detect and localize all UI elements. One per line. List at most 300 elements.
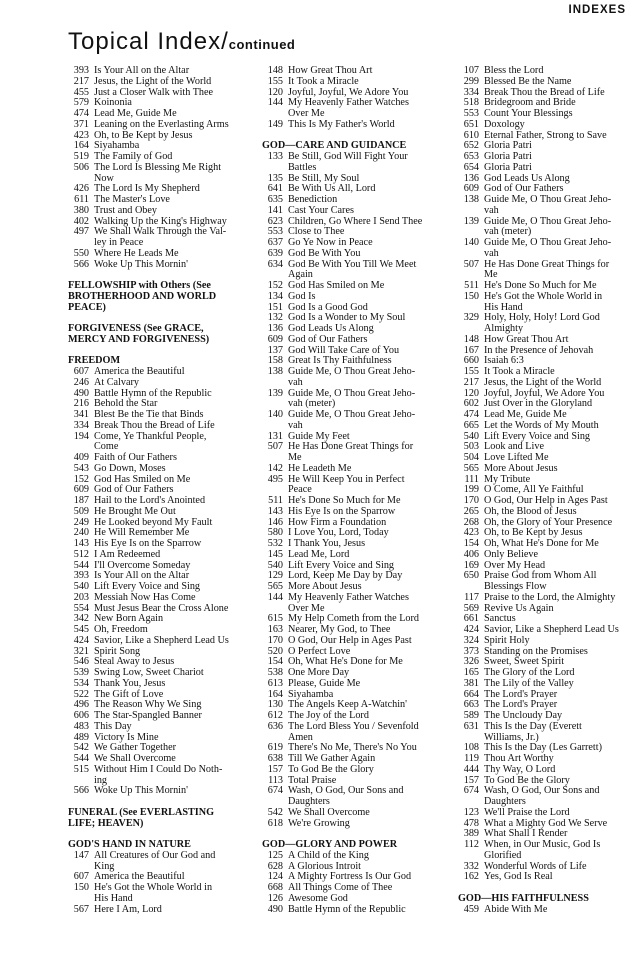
hymn-number: 636 [267, 720, 283, 732]
index-entry [68, 464, 252, 475]
index-entry [68, 378, 252, 389]
hymn-title: Break Thou the Bread of Life [94, 419, 215, 431]
hymn-number: 602 [463, 398, 479, 410]
hymn-number: 483 [73, 720, 89, 732]
hymn-number: 634 [267, 258, 283, 270]
hymn-title: Till We Gather Again [288, 753, 376, 764]
hymn-number: 661 [463, 613, 479, 625]
hymn-title: Praise to the Lord, the Almighty [484, 591, 616, 603]
hymn-number: 607 [73, 366, 89, 377]
hymn-number: 512 [73, 548, 89, 560]
hymn-number: 609 [267, 333, 283, 345]
hymn-number: 507 [463, 258, 479, 270]
hymn-title: God Is a Good God [288, 301, 368, 313]
hymn-number: 240 [73, 527, 89, 539]
hymn-number: 217 [463, 376, 479, 388]
hymn-number: 373 [463, 645, 479, 657]
hymn-title: All Creatures of Our God and [94, 849, 216, 861]
entry-continuation: vah (meter) [484, 226, 532, 238]
hymn-title: God Has Smiled on Me [288, 280, 385, 291]
hymn-title: His Eye Is on the Sparrow [288, 505, 396, 517]
hymn-number: 124 [267, 871, 283, 883]
entry-continuation: Over Me [288, 108, 325, 119]
hymn-number: 612 [267, 710, 283, 721]
hymn-title: Just Over in the Gloryland [484, 398, 593, 410]
entry-continuation: Battles [288, 161, 317, 173]
index-entry [262, 292, 454, 303]
hymn-title: Lift Every Voice and Sing [94, 581, 201, 592]
hymn-title: It Took a Miracle [484, 366, 555, 377]
index-entry [262, 765, 454, 776]
hymn-number: 544 [73, 753, 89, 764]
hymn-number: 566 [73, 785, 89, 797]
hymn-number: 503 [463, 441, 479, 453]
hymn-title: Behold the Star [94, 398, 158, 410]
hymn-number: 545 [73, 624, 89, 635]
index-entry [458, 335, 636, 346]
hymn-title: Thou Art Worthy [484, 753, 554, 764]
hymn-number: 140 [267, 409, 283, 420]
hymn-number: 580 [267, 527, 283, 539]
topic-heading: FREEDOM [68, 355, 121, 367]
hymn-title: A Child of the King [288, 849, 369, 861]
hymn-title: Look and Live [484, 441, 544, 453]
hymn-title: How Great Thou Art [484, 333, 569, 345]
hymn-title: Isaiah 6:3 [484, 355, 524, 367]
index-entry [262, 335, 454, 346]
index-entry [458, 636, 636, 647]
hymn-number: 628 [267, 860, 283, 872]
hymn-title: Joyful, Joyful, We Adore You [484, 387, 605, 399]
entry-continuation: Amen [288, 731, 313, 743]
hymn-number: 139 [267, 387, 283, 399]
entry-continuation: Glorified [484, 849, 522, 861]
hymn-title: Only Believe [484, 548, 539, 560]
hymn-number: 164 [267, 688, 283, 700]
hymn-title: Lift Every Voice and Sing [288, 559, 395, 571]
hymn-number: 490 [73, 387, 89, 399]
hymn-number: 163 [267, 624, 283, 635]
topic-heading: GOD—HIS FAITHFULNESS [458, 892, 589, 904]
hymn-number: 133 [267, 151, 283, 162]
hymn-title: He Leadeth Me [288, 462, 352, 474]
hymn-number: 511 [464, 280, 479, 291]
hymn-title: Lead Me, Guide Me [94, 108, 177, 119]
entry-continuation: Daughters [288, 796, 330, 807]
index-entry [458, 378, 636, 389]
hymn-number: 489 [73, 731, 89, 743]
hymn-number: 539 [73, 667, 89, 678]
hymn-title: Lift Every Voice and Sing [484, 430, 591, 442]
hymn-title: Wash, O God, Our Sons and [288, 785, 404, 797]
hymn-number: 665 [463, 419, 479, 431]
hymn-title: We Gather Together [94, 742, 177, 754]
hymn-number: 613 [267, 677, 283, 689]
index-entry [262, 550, 454, 561]
index-entry [458, 722, 636, 733]
hymn-title: Go Ye Now in Peace [288, 237, 373, 248]
entry-continuation: Williams, Jr.) [484, 731, 539, 743]
hymn-title: We're Growing [288, 817, 350, 829]
hymn-number: 566 [73, 258, 89, 270]
hymn-number: 423 [463, 527, 479, 539]
hymn-number: 138 [267, 366, 283, 377]
index-entry [68, 260, 252, 271]
hymn-number: 459 [463, 903, 479, 915]
hymn-title: Let the Words of My Mouth [484, 419, 599, 431]
hymn-number: 150 [73, 882, 89, 893]
hymn-number: 158 [267, 355, 283, 367]
index-entry [68, 851, 252, 862]
hymn-number: 152 [267, 280, 283, 291]
hymn-title: The Uncloudy Day [484, 710, 563, 721]
hymn-title: Cast Your Cares [288, 204, 354, 216]
index-entry [68, 550, 252, 561]
hymn-title: Gloria Patri [484, 151, 532, 162]
hymn-number: 169 [463, 559, 479, 571]
hymn-number: 618 [267, 817, 283, 829]
hymn-title: All Things Come of Thee [288, 882, 393, 893]
hymn-number: 143 [267, 505, 283, 517]
hymn-title: We Shall Overcome [288, 806, 370, 818]
hymn-number: 139 [463, 215, 479, 227]
index-entry [262, 507, 454, 518]
hymn-number: 637 [267, 237, 283, 248]
hymn-title: I Love You, Lord, Today [288, 527, 389, 539]
hymn-number: 638 [267, 753, 283, 764]
hymn-title: Holy, Holy, Holy! Lord God [484, 312, 600, 324]
hymn-title: America the Beautiful [94, 366, 185, 377]
page-title [68, 28, 295, 56]
hymn-title: Nearer, My God, to Thee [288, 624, 391, 635]
hymn-number: 515 [73, 763, 89, 775]
hymn-number: 155 [463, 366, 479, 377]
hymn-number: 641 [267, 183, 283, 195]
index-entry [458, 550, 636, 561]
hymn-title: Love Lifted Me [484, 452, 549, 463]
hymn-number: 424 [73, 634, 89, 646]
hymn-title: This Is My Father's World [288, 118, 395, 130]
hymn-number: 444 [463, 763, 479, 775]
hymn-number: 650 [463, 570, 479, 582]
hymn-number: 409 [73, 452, 89, 463]
entry-continuation: vah (meter) [288, 398, 336, 410]
hymn-title: One More Day [288, 667, 350, 678]
hymn-number: 164 [73, 140, 89, 152]
topic-heading: MERCY AND FORGIVENESS) [68, 333, 210, 345]
hymn-title: Yes, God Is Real [484, 871, 553, 883]
hymn-title: Trust and Obey [94, 204, 158, 216]
hymn-title: Woke Up This Mornin' [94, 258, 188, 270]
hymn-title: Children, Go Where I Send Thee [288, 215, 423, 227]
entry-continuation: His Hand [94, 892, 133, 904]
hymn-number: 674 [463, 785, 479, 797]
entry-continuation: Come [94, 441, 119, 453]
hymn-number: 609 [73, 484, 89, 496]
hymn-number: 553 [267, 226, 283, 238]
hymn-number: 246 [73, 376, 89, 388]
hymn-number: 217 [73, 75, 89, 87]
hymn-number: 194 [73, 430, 89, 442]
index-entry [68, 722, 252, 733]
index-entry [458, 593, 636, 604]
hymn-number: 550 [73, 247, 89, 259]
index-entry [68, 905, 252, 916]
hymn-title: His Eye Is on the Sparrow [94, 538, 202, 549]
hymn-number: 474 [73, 108, 89, 119]
hymn-title: I Thank You, Jesus [288, 538, 366, 549]
hymn-number: 321 [73, 645, 89, 657]
hymn-title: Great Is Thy Faithfulness [288, 355, 392, 367]
hymn-number: 540 [267, 559, 283, 571]
index-entry [458, 421, 636, 432]
hymn-number: 142 [267, 462, 283, 474]
hymn-title: Guide Me, O Thou Great Jeho- [484, 237, 612, 248]
index-entry [262, 120, 454, 131]
hymn-number: 631 [463, 720, 479, 732]
hymn-title: He's Done So Much for Me [484, 280, 597, 291]
topic-heading: GOD'S HAND IN NATURE [68, 839, 191, 850]
hymn-number: 546 [73, 656, 89, 668]
hymn-number: 111 [464, 473, 479, 485]
hymn-number: 519 [73, 151, 89, 162]
hymn-number: 490 [267, 903, 283, 915]
hymn-number: 152 [73, 473, 89, 485]
index-entry [68, 249, 252, 260]
hymn-title: This Is the Day (Les Garrett) [484, 742, 602, 754]
hymn-title: He Will Keep You in Perfect [288, 473, 405, 485]
index-entry [458, 872, 636, 883]
hymn-number: 108 [463, 742, 479, 754]
index-entry [262, 593, 454, 604]
topic-heading: LIFE; HEAVEN) [68, 817, 144, 829]
hymn-title: Guide My Feet [288, 430, 350, 442]
hymn-title: Is Your All on the Altar [94, 570, 190, 582]
hymn-title: This Is the Day (Everett [484, 720, 582, 732]
index-entry [262, 636, 454, 647]
hymn-title: How Firm a Foundation [288, 516, 387, 528]
hymn-title: My Heavenly Father Watches [288, 97, 409, 109]
hymn-number: 299 [463, 75, 479, 87]
hymn-number: 504 [463, 452, 479, 463]
hymn-title: America the Beautiful [94, 871, 185, 883]
hymn-number: 144 [267, 97, 283, 109]
hymn-number: 611 [74, 194, 89, 205]
index-entry [458, 507, 636, 518]
hymn-number: 610 [463, 129, 479, 141]
hymn-title: Battle Hymn of the Republic [288, 903, 406, 915]
hymn-title: O God, Our Help in Ages Past [288, 634, 412, 646]
hymn-number: 522 [73, 688, 89, 700]
index-entry [262, 905, 454, 916]
hymn-title: Awesome God [288, 892, 348, 904]
hymn-title: Close to Thee [288, 226, 345, 238]
hymn-title: Oh, the Glory of Your Presence [484, 516, 613, 528]
hymn-number: 565 [463, 462, 479, 474]
hymn-title: God Will Take Care of You [288, 344, 400, 356]
index-entry [262, 851, 454, 862]
hymn-number: 393 [73, 65, 89, 76]
hymn-title: Siyahamba [94, 140, 140, 152]
hymn-number: 579 [73, 97, 89, 109]
hymn-title: Oh, Freedom [94, 624, 148, 635]
hymn-title: Siyahamba [288, 688, 334, 700]
hymn-number: 170 [463, 495, 479, 506]
hymn-number: 143 [73, 538, 89, 549]
hymn-title: More About Jesus [288, 581, 362, 592]
hymn-number: 426 [73, 183, 89, 195]
hymn-number: 341 [73, 409, 89, 420]
hymn-title: O God, Our Help in Ages Past [484, 495, 608, 506]
hymn-title: Be Still, God Will Fight Your [288, 151, 408, 162]
hymn-number: 371 [73, 118, 89, 130]
index-entry [68, 765, 252, 776]
hymn-title: Break Thou the Bread of Life [484, 86, 605, 98]
hymn-number: 199 [463, 484, 479, 496]
hymn-number: 137 [267, 344, 283, 356]
hymn-number: 155 [267, 75, 283, 87]
topic-heading: FORGIVENESS (See GRACE, [68, 323, 204, 334]
hymn-title: New Born Again [94, 613, 164, 625]
hymn-number: 334 [73, 419, 89, 431]
hymn-title: Is Your All on the Altar [94, 65, 190, 76]
hymn-number: 653 [463, 151, 479, 162]
hymn-title: God Be With You Till We Meet [288, 258, 417, 270]
hymn-title: Where He Leads Me [94, 247, 179, 259]
hymn-number: 380 [73, 204, 89, 216]
index-entry [458, 77, 636, 88]
hymn-title: Eternal Father, Strong to Save [484, 129, 607, 141]
hymn-title: Woke Up This Mornin' [94, 785, 188, 797]
entry-continuation: ing [94, 774, 108, 786]
hymn-title: God Is [288, 290, 316, 302]
hymn-title: Oh, What He's Done for Me [288, 656, 403, 668]
index-entry [458, 679, 636, 690]
hymn-number: 140 [463, 237, 479, 248]
index-entry [68, 163, 252, 174]
index-entry [262, 819, 454, 830]
hymn-title: Swing Low, Sweet Chariot [94, 667, 204, 678]
hymn-title: Thy Way, O Lord [484, 763, 556, 775]
hymn-title: Wash, O God, Our Sons and [484, 785, 600, 797]
hymn-number: 120 [267, 86, 283, 98]
hymn-title: He's Got the Whole World in [484, 290, 603, 302]
entry-continuation: Peace [288, 484, 312, 496]
entry-continuation: Me [484, 269, 498, 281]
hymn-title: Oh, to Be Kept by Jesus [94, 129, 193, 141]
hymn-title: The Lord Is Blessing Me Right [94, 161, 222, 173]
hymn-number: 326 [463, 656, 479, 668]
hymn-title: Walking Up the King's Highway [94, 215, 227, 227]
hymn-title: God Leads Us Along [288, 323, 374, 334]
hymn-number: 125 [267, 849, 283, 861]
hymn-number: 135 [267, 172, 283, 184]
hymn-number: 126 [267, 892, 283, 904]
hymn-title: Blessed Be the Name [484, 75, 572, 87]
hymn-number: 567 [73, 903, 89, 915]
hymn-number: 497 [73, 226, 89, 238]
hymn-title: The Joy of the Lord [288, 710, 369, 721]
hymn-title: Must Jesus Bear the Cross Alone [94, 602, 229, 614]
hymn-title: Guide Me, O Thou Great Jeho- [288, 366, 416, 377]
index-column-2 [262, 66, 454, 915]
hymn-number: 148 [267, 65, 283, 76]
topic-heading: BROTHERHOOD AND WORLD [68, 290, 217, 302]
index-entry [68, 593, 252, 604]
hymn-title: Standing on the Promises [484, 645, 588, 657]
index-entry [262, 808, 454, 819]
hymn-number: 542 [73, 742, 89, 754]
hymn-title: Lord, Keep Me Day by Day [288, 570, 403, 582]
hymn-title: Messiah Now Has Come [94, 591, 196, 603]
entry-continuation: vah [288, 376, 303, 388]
hymn-number: 664 [463, 688, 479, 700]
hymn-number: 332 [463, 860, 479, 872]
hymn-title: God of Our Fathers [484, 183, 564, 195]
hymn-title: He's Got the Whole World in [94, 882, 213, 893]
hymn-title: The Glory of the Lord [484, 667, 575, 678]
index-column-1 [68, 66, 252, 915]
hymn-number: 554 [73, 602, 89, 614]
hymn-title: Guide Me, O Thou Great Jeho- [484, 194, 612, 205]
hymn-number: 544 [73, 559, 89, 571]
hymn-number: 623 [267, 215, 283, 227]
index-entry [262, 206, 454, 217]
hymn-number: 406 [463, 548, 479, 560]
hymn-title: Bless the Lord [484, 65, 544, 76]
hymn-title: At Calvary [94, 376, 139, 388]
index-entry [262, 464, 454, 475]
hymn-number: 265 [463, 505, 479, 517]
hymn-number: 113 [268, 774, 283, 786]
hymn-title: Over My Head [484, 559, 546, 571]
hymn-title: Guide Me, O Thou Great Jeho- [288, 387, 416, 399]
index-entry [68, 421, 252, 432]
hymn-number: 136 [463, 172, 479, 184]
hymn-number: 149 [267, 118, 283, 130]
hymn-number: 518 [463, 97, 479, 109]
hymn-title: Wonderful Words of Life [484, 860, 587, 872]
hymn-number: 129 [267, 570, 283, 582]
index-entry [262, 894, 454, 905]
index-entry [458, 163, 636, 174]
hymn-title: God Be With You [288, 247, 361, 259]
index-entry [68, 507, 252, 518]
index-entry [458, 292, 636, 303]
hymn-title: The Family of God [94, 151, 173, 162]
entry-continuation: Blessings Flow [484, 581, 547, 592]
title-main: Topical Index/ [68, 28, 229, 55]
hymn-number: 112 [464, 839, 479, 850]
hymn-title: The Reason Why We Sing [94, 699, 202, 711]
hymn-number: 534 [73, 677, 89, 689]
index-entry [68, 77, 252, 88]
hymn-number: 478 [463, 817, 479, 829]
topic-heading: FELLOWSHIP with Others (See [68, 280, 211, 291]
hymn-title: Sweet, Sweet Spirit [484, 656, 565, 668]
hymn-title: More About Jesus [484, 462, 558, 474]
hymn-number: 565 [267, 581, 283, 592]
hymn-number: 542 [267, 806, 283, 818]
hymn-number: 424 [463, 624, 479, 635]
hymn-title: Sanctus [484, 613, 516, 625]
hymn-title: Total Praise [288, 774, 337, 786]
hymn-number: 381 [463, 677, 479, 689]
hymn-title: The Lord Bless You / Sevenfold [288, 720, 419, 732]
hymn-title: He's Done So Much for Me [288, 495, 401, 506]
index-entry [262, 679, 454, 690]
hymn-title: Guide Me, O Thou Great Jeho- [484, 215, 612, 227]
